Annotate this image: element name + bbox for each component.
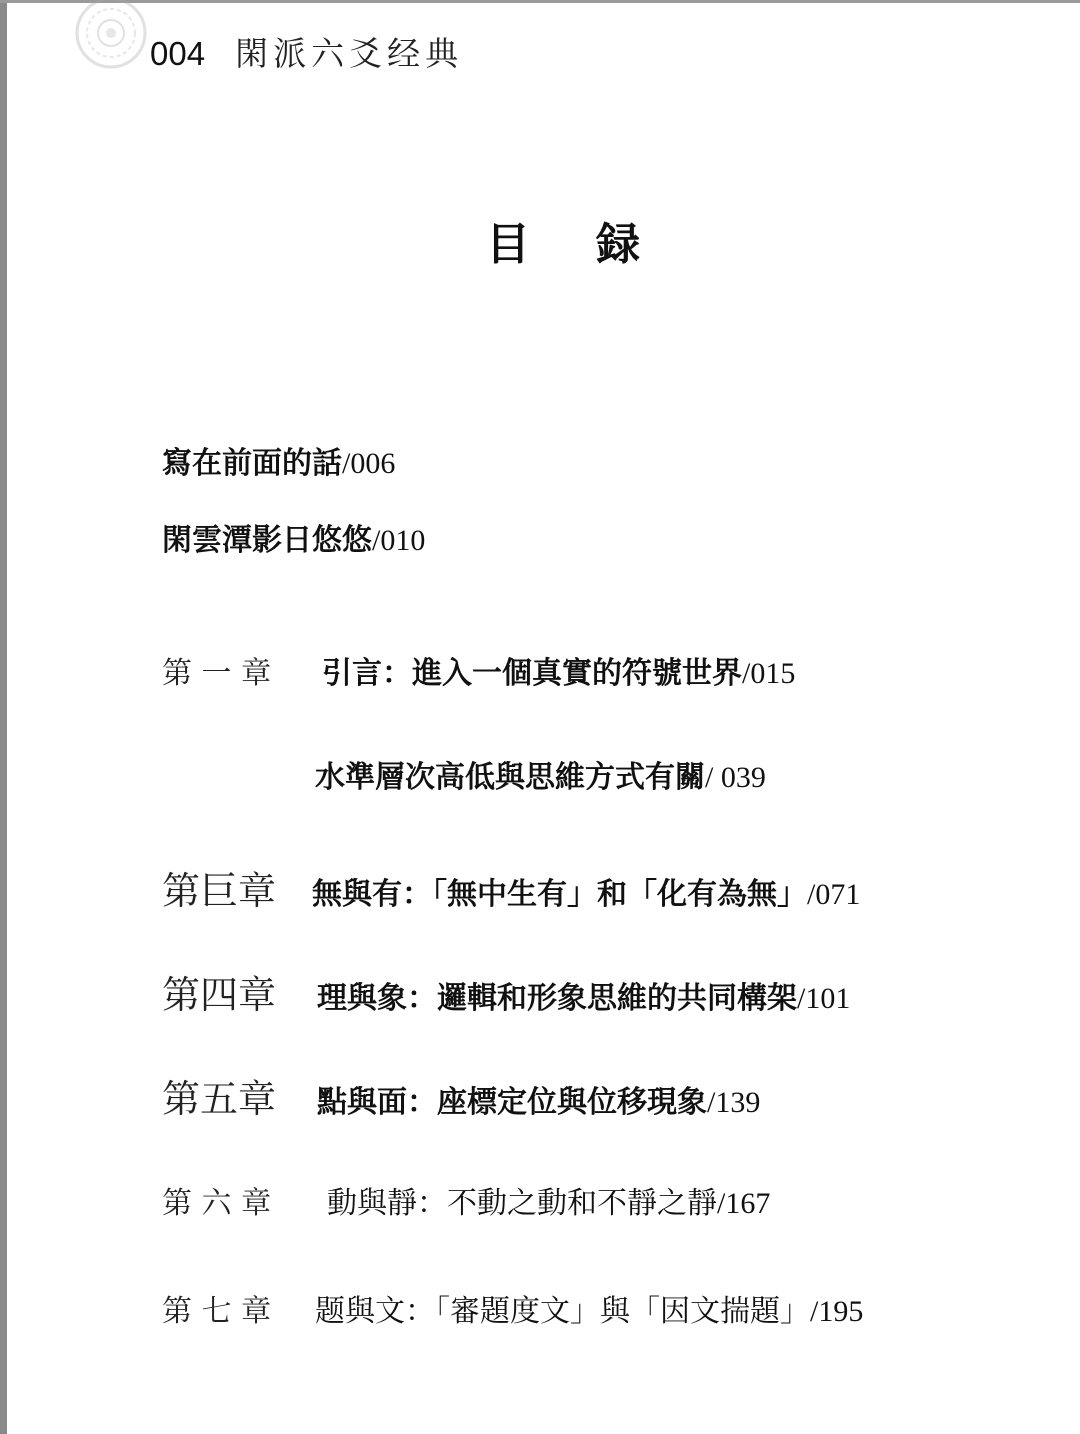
chapter-label: 第巨章 xyxy=(162,869,277,913)
page-top-border xyxy=(0,0,1080,3)
entry-page: /139 xyxy=(707,1086,761,1119)
toc-entry-chapter-5[interactable] xyxy=(162,1068,760,1123)
toc-entry-chapter-3[interactable] xyxy=(162,860,860,915)
chapter-label: 第 七 章 xyxy=(162,1294,272,1329)
toc-entry-chapter-2[interactable] xyxy=(315,752,766,796)
toc-heading-char-1: 目 xyxy=(486,219,530,270)
entry-page: /015 xyxy=(742,657,796,690)
entry-title: 引言：進入一個真實的符號世界 xyxy=(322,656,742,691)
entry-page: /010 xyxy=(372,524,426,557)
entry-page: / 039 xyxy=(705,761,766,794)
entry-title: 理與象：邏輯和形象思維的共同構架 xyxy=(317,981,797,1016)
chapter-label: 第五章 xyxy=(162,1077,277,1121)
toc-heading-char-2: 録 xyxy=(596,219,640,270)
toc-heading xyxy=(486,208,640,272)
page-number: 004 xyxy=(150,35,206,72)
entry-page: /195 xyxy=(810,1295,864,1328)
toc-entry-preface[interactable] xyxy=(162,438,395,482)
entry-page: /167 xyxy=(717,1187,771,1220)
toc-entry-chapter-6[interactable] xyxy=(162,1178,770,1222)
decorative-emblem-icon xyxy=(70,0,152,72)
entry-title: 閑雲潭影日悠悠 xyxy=(162,523,372,558)
entry-page: /101 xyxy=(797,982,851,1015)
entry-page: /006 xyxy=(342,447,396,480)
book-title: 閑派六爻经典 xyxy=(235,34,464,73)
entry-title: 题與文：「審題度文」與「因文揣題」 xyxy=(315,1294,810,1329)
entry-title: 動與靜：不動之動和不靜之靜 xyxy=(327,1186,717,1221)
page-header xyxy=(150,28,463,75)
toc-entry-chapter-1[interactable] xyxy=(162,648,795,692)
entry-title: 無與有：「無中生有」和「化有為無」 xyxy=(312,877,807,912)
chapter-label: 第 六 章 xyxy=(162,1186,272,1221)
page-left-border xyxy=(0,0,7,1434)
toc-entry-foreword[interactable] xyxy=(162,515,425,559)
entry-title: 水準層次高低與思維方式有關 xyxy=(315,760,705,795)
entry-page: /071 xyxy=(807,878,861,911)
entry-title: 寫在前面的話 xyxy=(162,446,342,481)
entry-title: 點與面：座標定位與位移現象 xyxy=(317,1085,707,1120)
toc-entry-chapter-4[interactable] xyxy=(162,964,850,1019)
toc-entry-chapter-7[interactable] xyxy=(162,1286,863,1330)
chapter-label: 第四章 xyxy=(162,973,277,1017)
chapter-label: 第 一 章 xyxy=(162,656,272,691)
